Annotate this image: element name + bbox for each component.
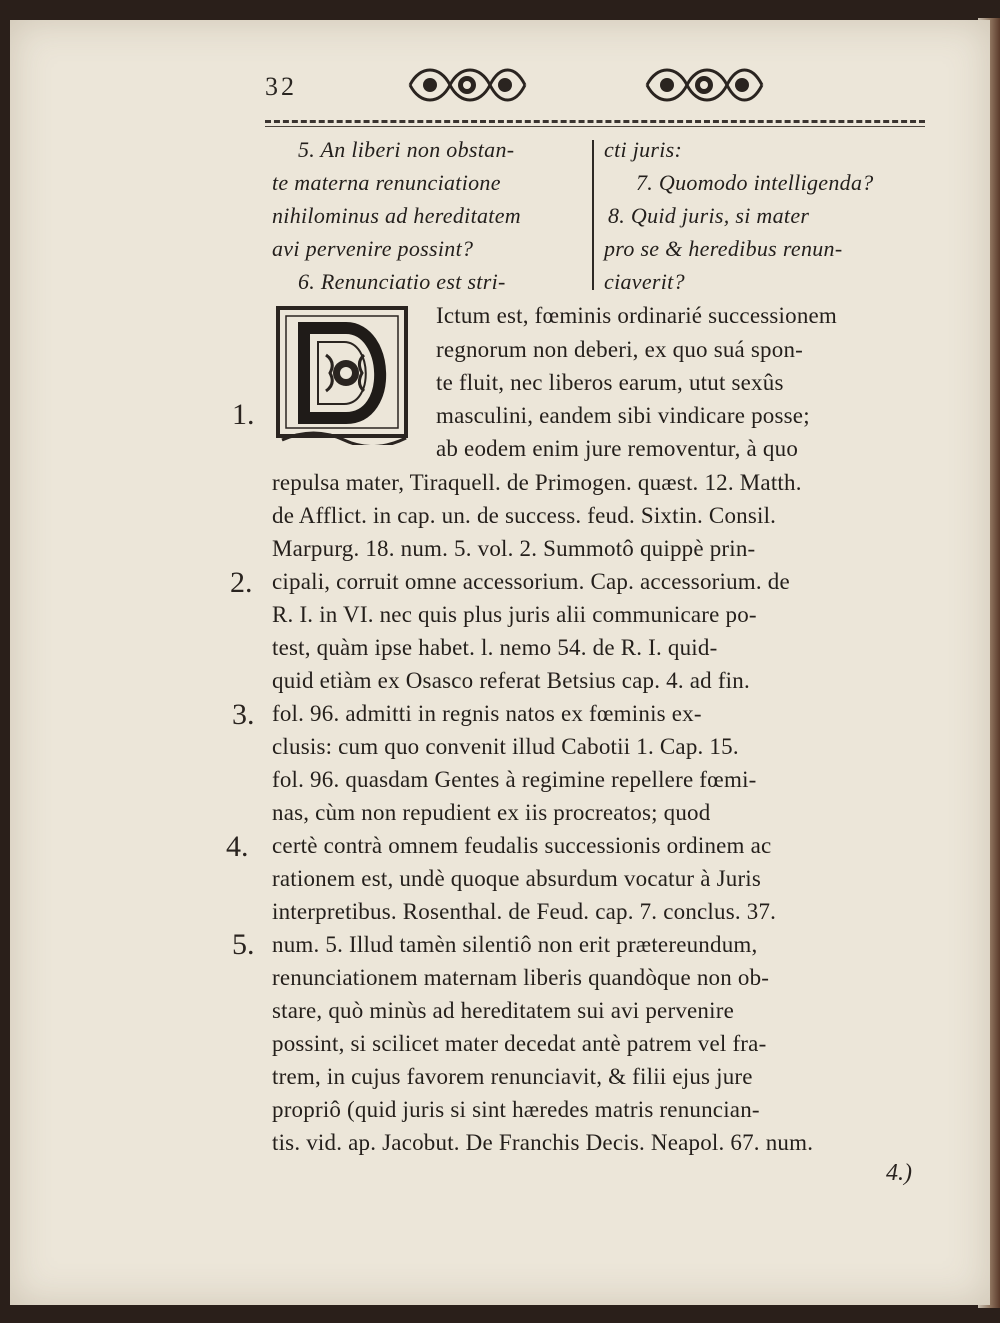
body-line: certè contrà omnem feudalis successionis ordinem ac <box>272 833 772 858</box>
body-line: repulsa mater, Tiraquell. de Primogen. quæst. 12. Matth. <box>272 470 802 495</box>
body-line: clusis: cum quo convenit illud Cabotii 1. Cap. 15. <box>272 734 739 759</box>
body-line: num. 5. Illud tamèn silentiô non erit prætereundum, <box>272 932 758 957</box>
body-line: rationem est, undè quoque absurdum vocatur à Juris <box>272 866 762 891</box>
summary-divider <box>592 140 594 290</box>
header-rule-thin <box>265 126 925 127</box>
summary-line: nihilominus ad hereditatem <box>272 203 521 228</box>
header-ornament-left-icon <box>405 60 530 110</box>
body-line: de Afflict. in cap. un. de success. feud. Sixtin. Consil. <box>272 503 777 528</box>
page-number: 32 <box>265 72 297 101</box>
body-line: renunciationem maternam liberis quandòque non ob- <box>272 965 770 990</box>
margin-number: 5. <box>232 928 255 961</box>
body-line: masculini, eandem sibi vindicare posse; <box>436 403 810 428</box>
margin-number: 2. <box>230 566 253 599</box>
summary-line: 8. Quid juris, si mater <box>608 203 810 228</box>
body-line: test, quàm ipse habet. l. nemo 54. de R. I. quid- <box>272 635 718 660</box>
summary-line: avi pervenire possint? <box>272 236 474 261</box>
body-line: te fluit, nec liberos earum, utut sexûs <box>436 370 784 395</box>
body-line: nas, cùm non repudient ex iis procreatos; quod <box>272 800 711 825</box>
header-ornament-right-icon <box>642 60 767 110</box>
body-line: fol. 96. quasdam Gentes à regimine repellere fœmi- <box>272 767 757 792</box>
body-line: Ictum est, fœminis ordinarié successionem <box>436 303 838 328</box>
margin-number: 4. <box>226 830 249 863</box>
summary-line: 5. An liberi non obstan- <box>298 137 515 162</box>
catchword: 4.) <box>886 1160 912 1186</box>
body-line: tis. vid. ap. Jacobut. De Franchis Decis. Neapol. 67. num. <box>272 1130 814 1155</box>
body-line: stare, quò minùs ad hereditatem sui avi pervenire <box>272 998 734 1023</box>
summary-line: te materna renunciatione <box>272 170 501 195</box>
body-line: Marpurg. 18. num. 5. vol. 2. Summotô quippè prin- <box>272 536 756 561</box>
body-line: R. I. in VI. nec quis plus juris alii communicare po- <box>272 602 757 627</box>
body-line: possint, si scilicet mater decedat antè patrem vel fra- <box>272 1031 767 1056</box>
body-line: interpretibus. Rosenthal. de Feud. cap. 7. conclus. 37. <box>272 899 777 924</box>
summary-line: 7. Quomodo intelligenda? <box>636 170 874 195</box>
summary-line: pro se & heredibus renun- <box>604 236 843 261</box>
body-line: quid etiàm ex Osasco referat Betsius cap. 4. ad fin. <box>272 668 750 693</box>
margin-number: 1. <box>232 398 255 431</box>
header-rule <box>265 120 925 123</box>
summary-line: ciaverit? <box>604 269 685 294</box>
body-line: propriô (quid juris si sint hæredes matris renuncian- <box>272 1097 760 1122</box>
margin-number: 3. <box>232 698 255 731</box>
body-line: fol. 96. admitti in regnis natos ex fœminis ex- <box>272 701 702 726</box>
body-line: cipali, corruit omne accessorium. Cap. accessorium. de <box>272 569 790 594</box>
body-line: trem, in cujus favorem renunciavit, & filii ejus jure <box>272 1064 753 1089</box>
decorated-initial-d-icon <box>274 300 414 445</box>
summary-line: cti juris: <box>604 137 683 162</box>
body-line: regnorum non deberi, ex quo suá spon- <box>436 337 804 362</box>
summary-line: 6. Renunciatio est stri- <box>298 269 506 294</box>
body-line: ab eodem enim jure removentur, à quo <box>436 436 799 461</box>
